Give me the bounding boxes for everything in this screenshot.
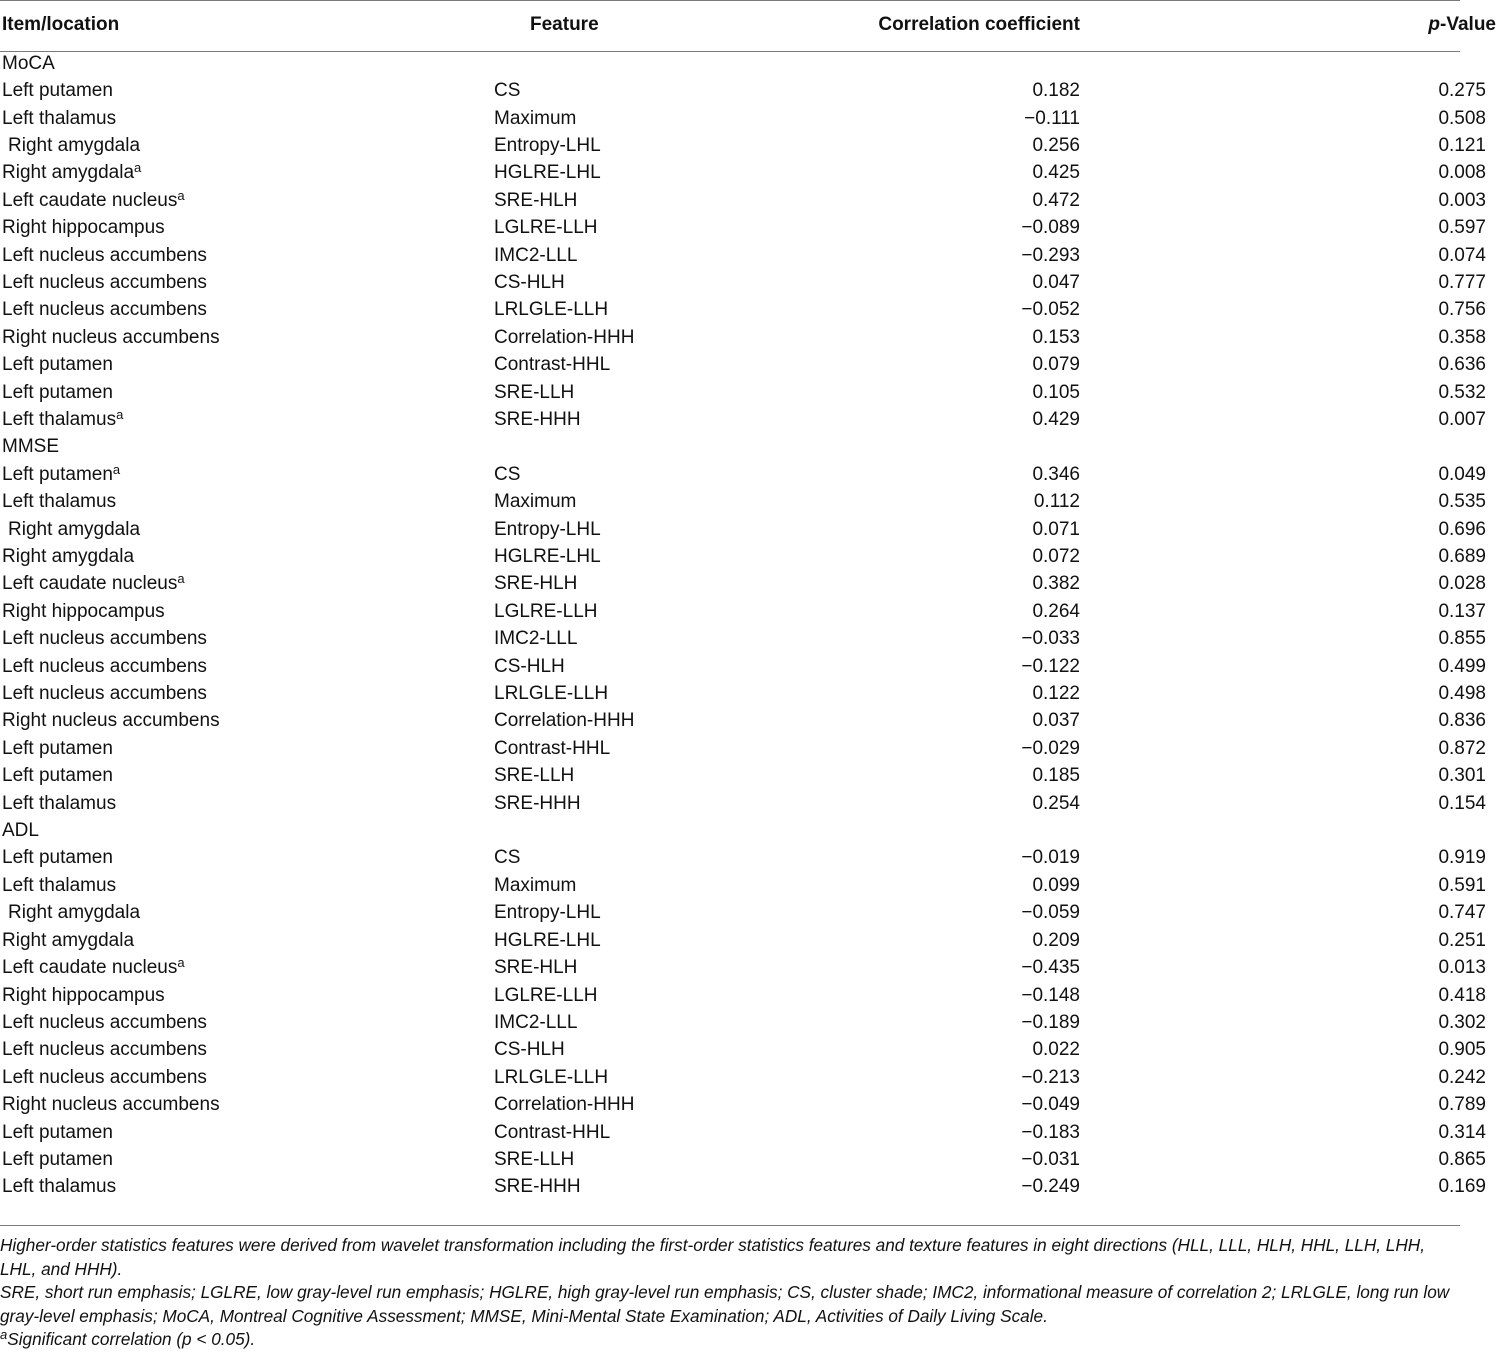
- coefficient-cell: 0.209: [1032, 929, 1080, 951]
- p-value-cell: 0.049: [1438, 463, 1486, 485]
- location-text: Left nucleus accumbens: [2, 683, 207, 705]
- p-value-cell: 0.535: [1438, 491, 1486, 513]
- section-row: [0, 817, 1498, 844]
- table-row: [0, 132, 1498, 159]
- feature-cell: CS: [494, 80, 521, 102]
- empty-cell: [1080, 50, 1498, 77]
- table-row: [0, 845, 1498, 872]
- feature-cell: HGLRE-LHL: [494, 929, 601, 951]
- coefficient-cell: 0.382: [1032, 573, 1080, 595]
- location-text: Left thalamus: [2, 491, 117, 513]
- location-text: Left thalamus: [2, 1176, 117, 1198]
- table-row: [0, 982, 1498, 1009]
- table-row: [0, 680, 1498, 707]
- table-row: [0, 160, 1498, 187]
- table-row: [0, 214, 1498, 241]
- location-cell: [0, 927, 494, 954]
- feature-cell: SRE-HHH: [494, 1176, 581, 1198]
- feature-cell: SRE-HLH: [494, 957, 578, 979]
- table-footnotes: [0, 1234, 1460, 1352]
- location-cell: [0, 1174, 494, 1201]
- coefficient-cell: −0.249: [1021, 1176, 1080, 1198]
- p-value-cell: 0.302: [1438, 1011, 1486, 1033]
- location-text: Left nucleus accumbens: [2, 299, 207, 321]
- coefficient-cell: 0.264: [1032, 600, 1080, 622]
- location-cell: [0, 77, 494, 104]
- header-feature: Feature: [530, 14, 599, 35]
- section-label: MoCA: [2, 52, 55, 74]
- table-row: [0, 543, 1498, 570]
- location-cell: [0, 324, 494, 351]
- significance-marker: a: [116, 406, 124, 422]
- location-cell: [0, 132, 494, 159]
- feature-cell: IMC2-LLL: [494, 244, 578, 266]
- p-value-cell: 0.747: [1438, 902, 1486, 924]
- location-text: Left thalamus: [2, 874, 117, 896]
- location-cell: [0, 680, 494, 707]
- coefficient-cell: −0.148: [1021, 984, 1080, 1006]
- significance-marker: a: [177, 187, 185, 203]
- location-cell: [0, 242, 494, 269]
- location-text: Left thalamus: [2, 408, 117, 430]
- location-text: Left putamen: [2, 1121, 113, 1143]
- coefficient-cell: 0.256: [1032, 134, 1080, 156]
- location-cell: [0, 351, 494, 378]
- p-value-cell: 0.358: [1438, 326, 1486, 348]
- location-text: Right hippocampus: [2, 217, 165, 239]
- location-cell: [0, 187, 494, 214]
- p-value-cell: 0.836: [1438, 710, 1486, 732]
- coefficient-cell: 0.047: [1032, 271, 1080, 293]
- p-value-cell: 0.919: [1438, 847, 1486, 869]
- bottom-rule: [0, 1225, 1460, 1226]
- significance-marker: a: [134, 160, 142, 176]
- empty-cell: [1080, 817, 1498, 844]
- footnote-wavelet: Higher-order statistics features were derived from wavelet transformation including the first-order statistics features and texture features in eight directions (HLL, LLL, HLH, HHL, LLH, LHH, LHL, and HHH).: [0, 1235, 1425, 1279]
- feature-cell: CS: [494, 847, 521, 869]
- location-text: Right nucleus accumbens: [2, 326, 220, 348]
- location-text: Left nucleus accumbens: [2, 244, 207, 266]
- coefficient-cell: 0.112: [1033, 491, 1080, 513]
- feature-cell: Entropy-LHL: [494, 518, 601, 540]
- feature-cell: SRE-HHH: [494, 792, 581, 814]
- location-cell: [0, 1064, 494, 1091]
- location-cell: [0, 571, 494, 598]
- feature-cell: SRE-LLH: [494, 765, 575, 787]
- p-value-cell: 0.137: [1438, 600, 1486, 622]
- location-text: Right amygdala: [8, 518, 141, 540]
- feature-cell: Maximum: [494, 874, 577, 896]
- table-row: [0, 1174, 1498, 1201]
- location-text: Right amygdala: [2, 929, 135, 951]
- feature-cell: Correlation-HHH: [494, 1094, 635, 1116]
- coefficient-cell: 0.153: [1032, 326, 1080, 348]
- location-cell: [0, 900, 494, 927]
- location-cell: [0, 105, 494, 132]
- p-value-cell: 0.074: [1438, 244, 1486, 266]
- feature-cell: Contrast-HHL: [494, 354, 611, 376]
- location-text: Right nucleus accumbens: [2, 1094, 220, 1116]
- p-value-cell: 0.872: [1438, 737, 1486, 759]
- location-text: Left putamen: [2, 1148, 113, 1170]
- location-cell: [0, 872, 494, 899]
- feature-cell: Contrast-HHL: [494, 737, 611, 759]
- location-text: Right amygdala: [2, 546, 135, 568]
- location-cell: [0, 489, 494, 516]
- p-value-cell: 0.865: [1438, 1148, 1486, 1170]
- coefficient-cell: −0.033: [1021, 628, 1080, 650]
- location-cell: [0, 653, 494, 680]
- location-text: Left nucleus accumbens: [2, 628, 207, 650]
- table-row: [0, 626, 1498, 653]
- header-p-value: p-Value: [1428, 14, 1496, 35]
- coefficient-cell: −0.435: [1021, 957, 1080, 979]
- p-value-cell: 0.007: [1438, 408, 1486, 430]
- feature-cell: LGLRE-LLH: [494, 217, 598, 239]
- feature-cell: Correlation-HHH: [494, 326, 635, 348]
- coefficient-cell: 0.099: [1032, 874, 1080, 896]
- table-row: [0, 954, 1498, 981]
- p-value-cell: 0.418: [1438, 984, 1486, 1006]
- location-cell: [0, 1119, 494, 1146]
- p-value-cell: 0.242: [1438, 1066, 1486, 1088]
- p-value-cell: 0.636: [1438, 354, 1486, 376]
- header-item-location: Item/location: [2, 14, 120, 35]
- p-value-cell: 0.597: [1438, 217, 1486, 239]
- empty-cell: [494, 817, 830, 844]
- p-value-cell: 0.013: [1438, 957, 1486, 979]
- empty-cell: [830, 817, 1080, 844]
- table-row: [0, 187, 1498, 214]
- table-row: [0, 735, 1498, 762]
- location-cell: [0, 598, 494, 625]
- location-text: Left caudate nucleus: [2, 189, 178, 211]
- empty-cell: [830, 50, 1080, 77]
- location-cell: [0, 160, 494, 187]
- location-text: Left putamen: [2, 381, 113, 403]
- table-row: [0, 105, 1498, 132]
- location-cell: [0, 269, 494, 296]
- feature-cell: SRE-HHH: [494, 408, 581, 430]
- table-row: [0, 1146, 1498, 1173]
- header-row: [0, 0, 1498, 50]
- table-row: [0, 516, 1498, 543]
- table-row: [0, 351, 1498, 378]
- table-row: [0, 763, 1498, 790]
- location-cell: [0, 461, 494, 488]
- location-cell: [0, 516, 494, 543]
- p-value-cell: 0.028: [1438, 573, 1486, 595]
- location-text: Left nucleus accumbens: [2, 1011, 207, 1033]
- empty-cell: [830, 434, 1080, 461]
- table-row: [0, 653, 1498, 680]
- table-row: [0, 406, 1498, 433]
- table-row: [0, 242, 1498, 269]
- table-row: [0, 790, 1498, 817]
- feature-cell: CS-HLH: [494, 1039, 565, 1061]
- location-cell: [0, 1009, 494, 1036]
- section-row: [0, 50, 1498, 77]
- p-value-cell: 0.314: [1438, 1121, 1486, 1143]
- location-text: Left putamen: [2, 737, 113, 759]
- location-cell: [0, 214, 494, 241]
- section-row: [0, 434, 1498, 461]
- location-cell: [0, 982, 494, 1009]
- coefficient-cell: 0.071: [1032, 518, 1080, 540]
- location-text: Left nucleus accumbens: [2, 655, 207, 677]
- location-text: Left putamen: [2, 80, 113, 102]
- table-row: [0, 461, 1498, 488]
- coefficient-cell: −0.111: [1024, 107, 1080, 129]
- p-value-cell: 0.789: [1438, 1094, 1486, 1116]
- header-correlation-coefficient: Correlation coefficient: [878, 14, 1080, 35]
- location-text: Right amygdala: [2, 162, 135, 184]
- coefficient-cell: −0.189: [1021, 1011, 1080, 1033]
- table-row: [0, 1009, 1498, 1036]
- location-text: Left nucleus accumbens: [2, 271, 207, 293]
- empty-cell: [494, 434, 830, 461]
- table-body: [0, 50, 1498, 1201]
- coefficient-cell: 0.072: [1032, 546, 1080, 568]
- location-text: Right hippocampus: [2, 984, 165, 1006]
- feature-cell: CS-HLH: [494, 655, 565, 677]
- location-cell: [0, 1037, 494, 1064]
- location-cell: [0, 845, 494, 872]
- location-text: Left putamen: [2, 847, 113, 869]
- table-row: [0, 77, 1498, 104]
- p-value-cell: 0.169: [1438, 1176, 1486, 1198]
- coefficient-cell: −0.049: [1021, 1094, 1080, 1116]
- coefficient-cell: 0.122: [1032, 683, 1080, 705]
- location-cell: [0, 1146, 494, 1173]
- location-cell: [0, 1091, 494, 1118]
- location-text: Left putamen: [2, 354, 113, 376]
- p-value-cell: 0.154: [1438, 792, 1486, 814]
- p-value-cell: 0.498: [1438, 683, 1486, 705]
- table-row: [0, 872, 1498, 899]
- p-value-cell: 0.696: [1438, 518, 1486, 540]
- feature-cell: Entropy-LHL: [494, 902, 601, 924]
- coefficient-cell: −0.089: [1021, 217, 1080, 239]
- location-text: Left putamen: [2, 463, 113, 485]
- coefficient-cell: 0.185: [1032, 765, 1080, 787]
- p-value-cell: 0.756: [1438, 299, 1486, 321]
- table-row: [0, 900, 1498, 927]
- p-value-cell: 0.508: [1438, 107, 1486, 129]
- p-value-cell: 0.532: [1438, 381, 1486, 403]
- p-value-cell: 0.905: [1438, 1039, 1486, 1061]
- location-text: Left caudate nucleus: [2, 573, 178, 595]
- p-value-cell: 0.008: [1438, 162, 1486, 184]
- feature-cell: Correlation-HHH: [494, 710, 635, 732]
- location-text: Left nucleus accumbens: [2, 1066, 207, 1088]
- table-row: [0, 1119, 1498, 1146]
- p-value-cell: 0.301: [1438, 765, 1486, 787]
- table-row: [0, 1091, 1498, 1118]
- location-cell: [0, 543, 494, 570]
- table-row: [0, 269, 1498, 296]
- feature-cell: Maximum: [494, 107, 577, 129]
- feature-cell: Maximum: [494, 491, 577, 513]
- feature-cell: LRLGLE-LLH: [494, 299, 609, 321]
- table-row: [0, 598, 1498, 625]
- location-cell: [0, 954, 494, 981]
- p-value-cell: 0.689: [1438, 546, 1486, 568]
- footnote-significance: $^a$Significant correlation (p < 0.05).: [0, 1327, 256, 1349]
- location-cell: [0, 626, 494, 653]
- table-row: [0, 1064, 1498, 1091]
- location-text: Right nucleus accumbens: [2, 710, 220, 732]
- coefficient-cell: −0.059: [1021, 902, 1080, 924]
- significance-marker: a: [112, 461, 121, 477]
- coefficient-cell: 0.346: [1032, 463, 1080, 485]
- empty-cell: [1080, 434, 1498, 461]
- location-cell: [0, 297, 494, 324]
- location-text: Right amygdala: [8, 134, 141, 156]
- location-text: Left thalamus: [2, 107, 117, 129]
- p-value-cell: 0.591: [1438, 874, 1486, 896]
- feature-cell: IMC2-LLL: [494, 1011, 578, 1033]
- feature-cell: Contrast-HHL: [494, 1121, 611, 1143]
- coefficient-cell: −0.122: [1021, 655, 1080, 677]
- feature-cell: SRE-HLH: [494, 573, 578, 595]
- location-text: Right hippocampus: [2, 600, 165, 622]
- coefficient-cell: 0.182: [1032, 80, 1080, 102]
- location-text: Left caudate nucleus: [2, 957, 178, 979]
- location-cell: [0, 379, 494, 406]
- location-text: Left thalamus: [2, 792, 117, 814]
- coefficient-cell: −0.213: [1021, 1066, 1080, 1088]
- p-value-cell: 0.251: [1438, 929, 1486, 951]
- table-row: [0, 379, 1498, 406]
- feature-cell: SRE-LLH: [494, 1148, 575, 1170]
- location-text: Left nucleus accumbens: [2, 1039, 207, 1061]
- feature-cell: LRLGLE-LLH: [494, 683, 609, 705]
- table-row: [0, 324, 1498, 351]
- coefficient-cell: −0.031: [1021, 1148, 1080, 1170]
- location-cell: [0, 735, 494, 762]
- feature-cell: HGLRE-LHL: [494, 162, 601, 184]
- empty-cell: [494, 50, 830, 77]
- feature-cell: LGLRE-LLH: [494, 984, 598, 1006]
- coefficient-cell: 0.425: [1032, 162, 1080, 184]
- feature-cell: CS: [494, 463, 521, 485]
- coefficient-cell: −0.293: [1021, 244, 1080, 266]
- feature-cell: LGLRE-LLH: [494, 600, 598, 622]
- table-row: [0, 708, 1498, 735]
- footnote-abbreviations: SRE, short run emphasis; LGLRE, low gray-level run emphasis; HGLRE, high gray-level run emphasis; CS, cluster shade; IMC2, informational measure of correlation 2; LRLGLE, long run low gray-level emphasis; MoCA, Montreal Cognitive Assessment; MMSE, Mini-Mental State Examination; ADL, Activities of Daily Living Scale.: [0, 1282, 1450, 1326]
- p-value-cell: 0.275: [1438, 80, 1486, 102]
- coefficient-cell: 0.254: [1032, 792, 1080, 814]
- feature-cell: CS-HLH: [494, 271, 565, 293]
- significance-marker: a: [177, 955, 185, 971]
- table-row: [0, 571, 1498, 598]
- location-cell: [0, 763, 494, 790]
- table-row: [0, 927, 1498, 954]
- feature-cell: SRE-LLH: [494, 381, 575, 403]
- feature-cell: IMC2-LLL: [494, 628, 578, 650]
- location-text: Left putamen: [2, 765, 113, 787]
- feature-cell: HGLRE-LHL: [494, 546, 601, 568]
- coefficient-cell: 0.037: [1032, 710, 1080, 732]
- coefficient-cell: 0.472: [1032, 189, 1080, 211]
- coefficient-cell: −0.029: [1021, 737, 1080, 759]
- section-label: ADL: [2, 820, 39, 842]
- p-value-cell: 0.855: [1438, 628, 1486, 650]
- table-row: [0, 297, 1498, 324]
- significance-marker: a: [177, 571, 185, 587]
- p-value-cell: 0.121: [1438, 134, 1486, 156]
- coefficient-cell: 0.022: [1032, 1039, 1080, 1061]
- feature-cell: LRLGLE-LLH: [494, 1066, 609, 1088]
- feature-cell: SRE-HLH: [494, 189, 578, 211]
- location-text: Right amygdala: [8, 902, 141, 924]
- section-label: MMSE: [2, 436, 59, 458]
- table-row: [0, 1037, 1498, 1064]
- coefficient-cell: −0.183: [1021, 1121, 1080, 1143]
- location-cell: [0, 406, 494, 433]
- coefficient-cell: −0.019: [1021, 847, 1080, 869]
- p-value-cell: 0.499: [1438, 655, 1486, 677]
- location-cell: [0, 790, 494, 817]
- coefficient-cell: 0.105: [1032, 381, 1080, 403]
- p-value-cell: 0.003: [1438, 189, 1486, 211]
- coefficient-cell: −0.052: [1021, 299, 1080, 321]
- coefficient-cell: 0.079: [1032, 354, 1080, 376]
- feature-cell: Entropy-LHL: [494, 134, 601, 156]
- location-cell: [0, 708, 494, 735]
- table-row: [0, 489, 1498, 516]
- p-value-cell: 0.777: [1438, 271, 1486, 293]
- coefficient-cell: 0.429: [1032, 408, 1080, 430]
